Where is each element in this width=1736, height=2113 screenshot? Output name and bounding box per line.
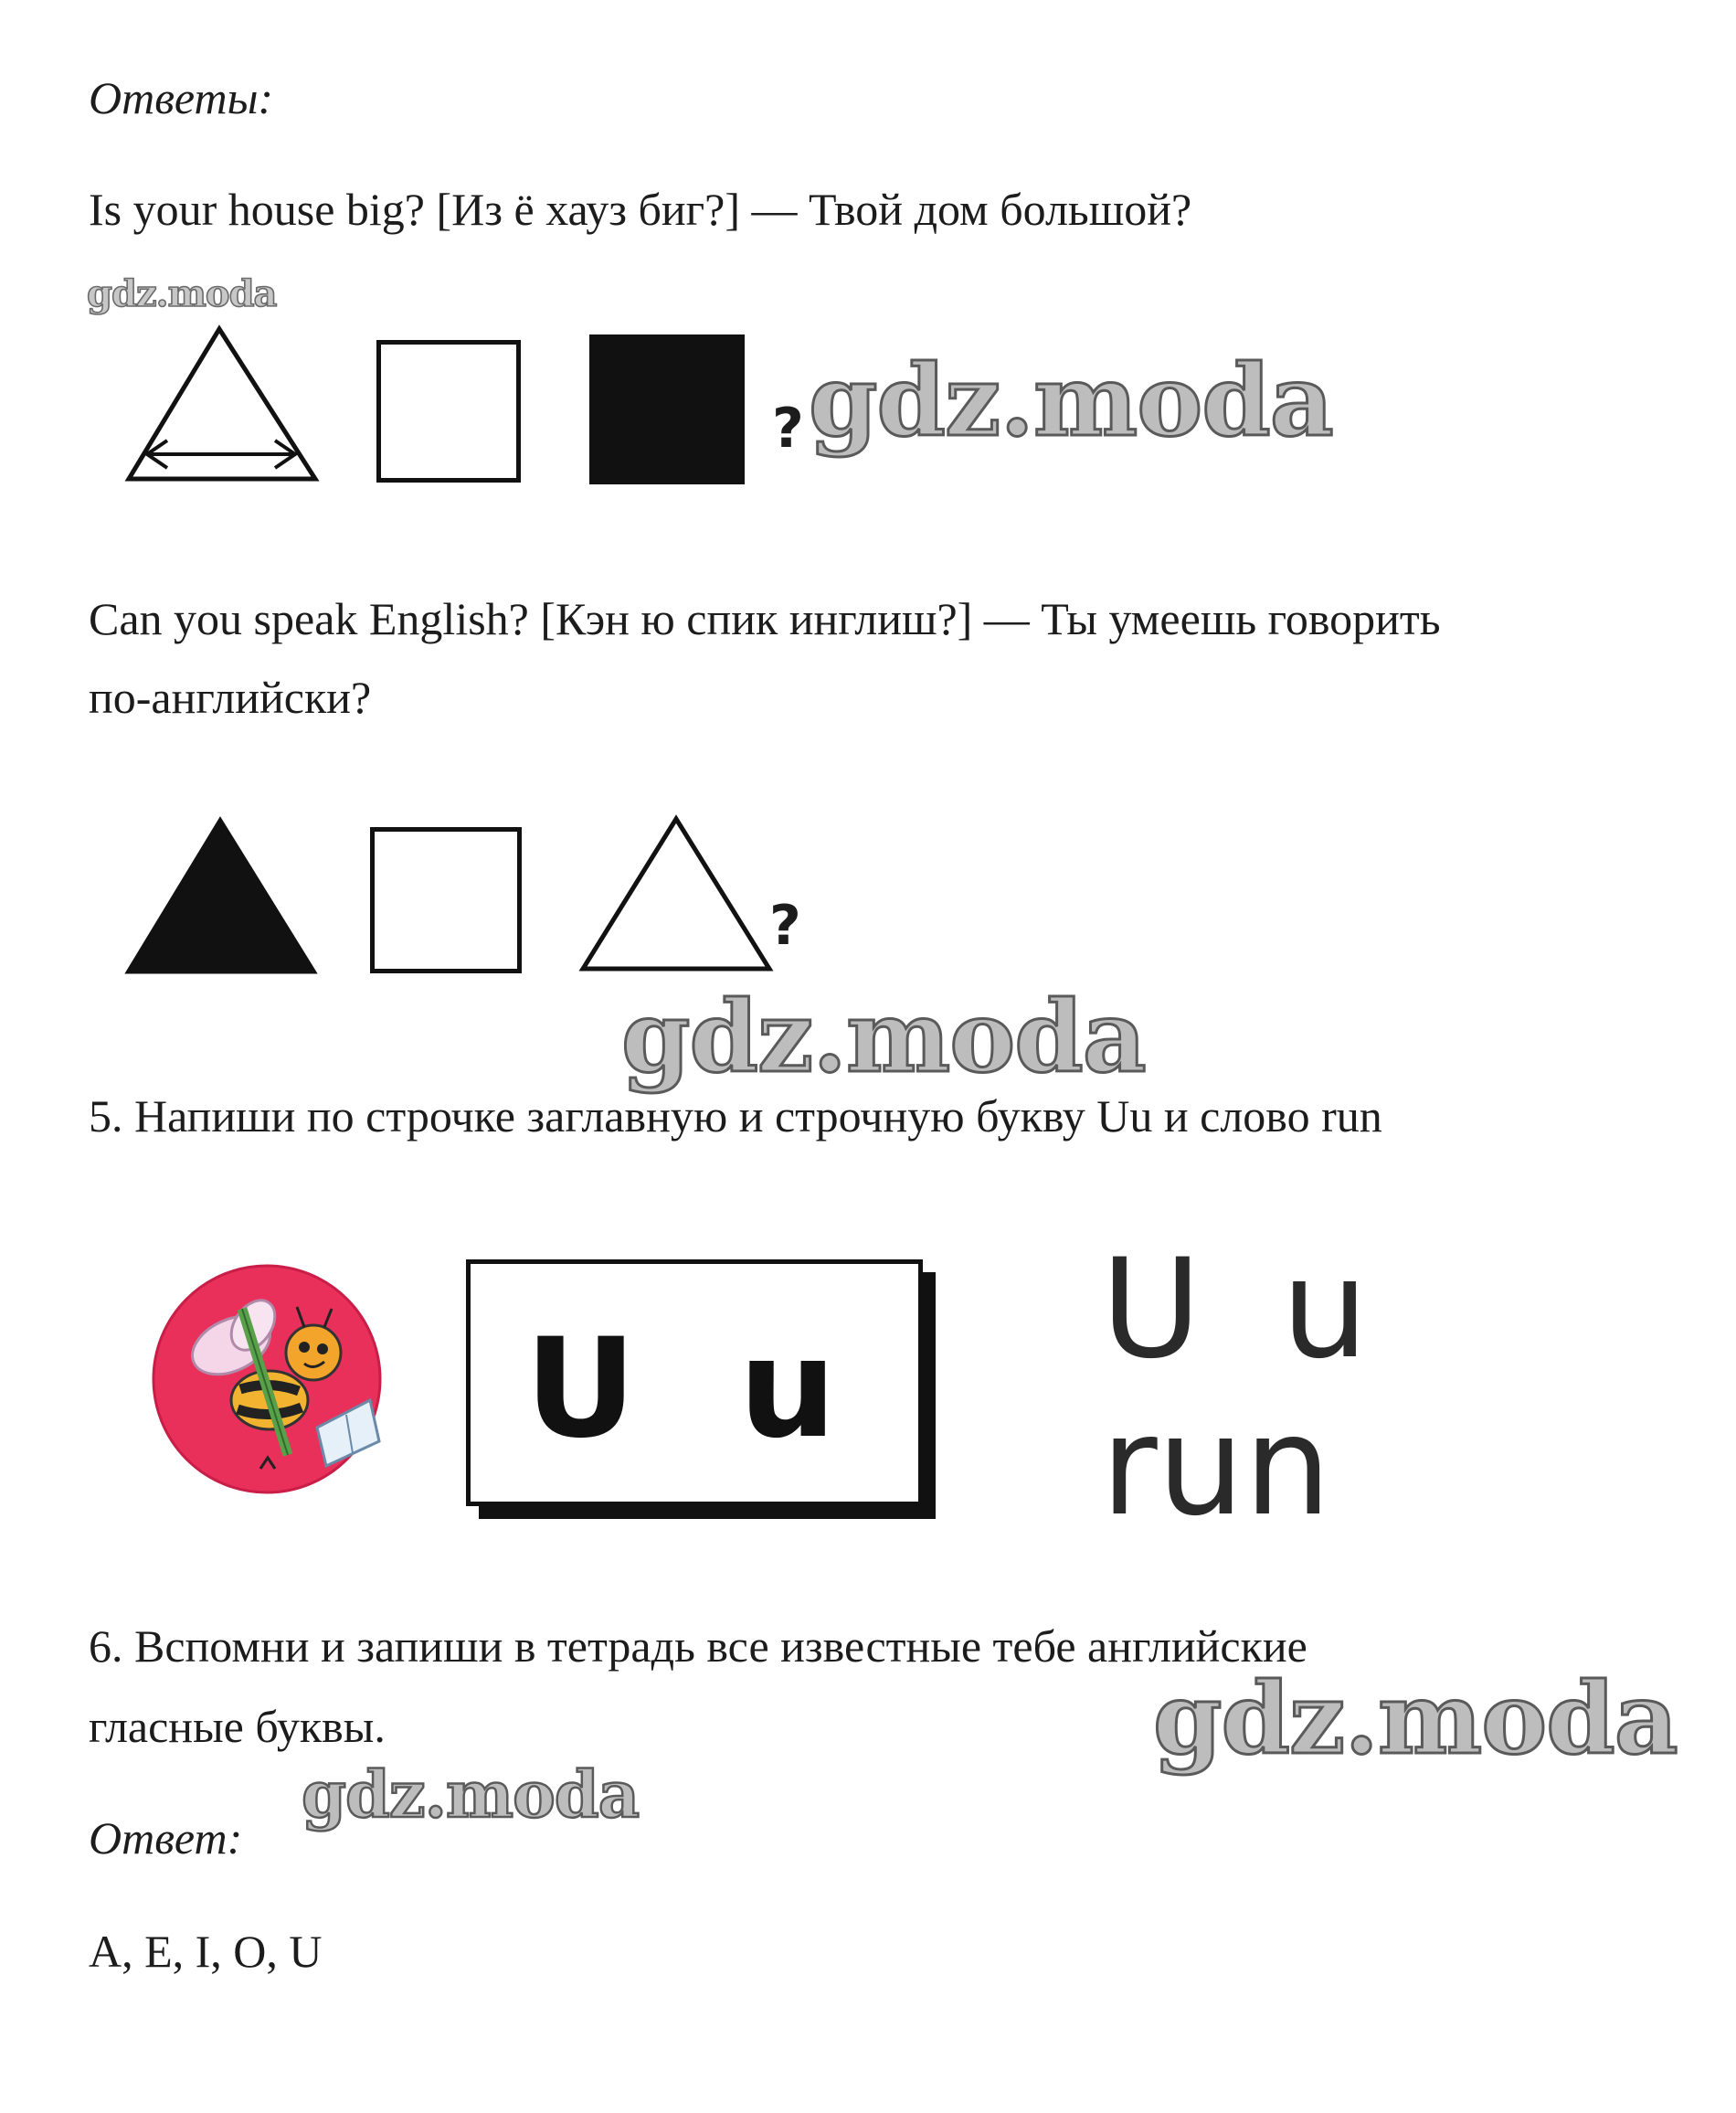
question-2-line-1: Can you speak English? [Кэн ю спик инглиш?] — Ты умеешь говорить (89, 593, 1441, 644)
answer-label: Ответ: (89, 1812, 243, 1863)
watermark-small: gdz.moda (87, 272, 277, 315)
question-mark-icon: ? (769, 894, 801, 958)
letter-card-text: U u (524, 1310, 864, 1469)
watermark: gdz.moda (302, 1757, 640, 1832)
question-mark-icon: ? (772, 397, 804, 461)
task-6-line-1: 6. Вспомни и запиши в тетрадь все известные тебе английские (89, 1620, 1307, 1672)
vowels-answer: A, E, I, O, U (89, 1926, 323, 1977)
question-1-text: Is your house big? [Из ё хауз биг?] — Твой дом большой? (89, 184, 1192, 235)
watermark: gdz.moda (809, 344, 1333, 459)
written-word: run (1101, 1387, 1331, 1546)
written-letters: U u (1101, 1230, 1387, 1389)
filled-square-icon (589, 334, 745, 484)
filled-triangle-icon (123, 813, 324, 978)
answers-heading: Ответы: (89, 72, 274, 123)
bee-with-pencil-icon (151, 1263, 393, 1505)
letter-card (466, 1259, 923, 1506)
task-6-line-2: гласные буквы. (89, 1701, 386, 1752)
task-5-text: 5. Напиши по строчке заглавную и строчную букву Uu и слово run (89, 1090, 1382, 1141)
empty-square-icon (370, 827, 522, 973)
question-2-line-2: по-английски? (89, 672, 372, 723)
watermark: gdz.moda (1153, 1662, 1678, 1777)
empty-triangle-icon (577, 812, 778, 976)
watermark: gdz.moda (621, 980, 1146, 1095)
triangle-with-arrow-icon (123, 322, 324, 486)
empty-square-icon (376, 340, 521, 483)
